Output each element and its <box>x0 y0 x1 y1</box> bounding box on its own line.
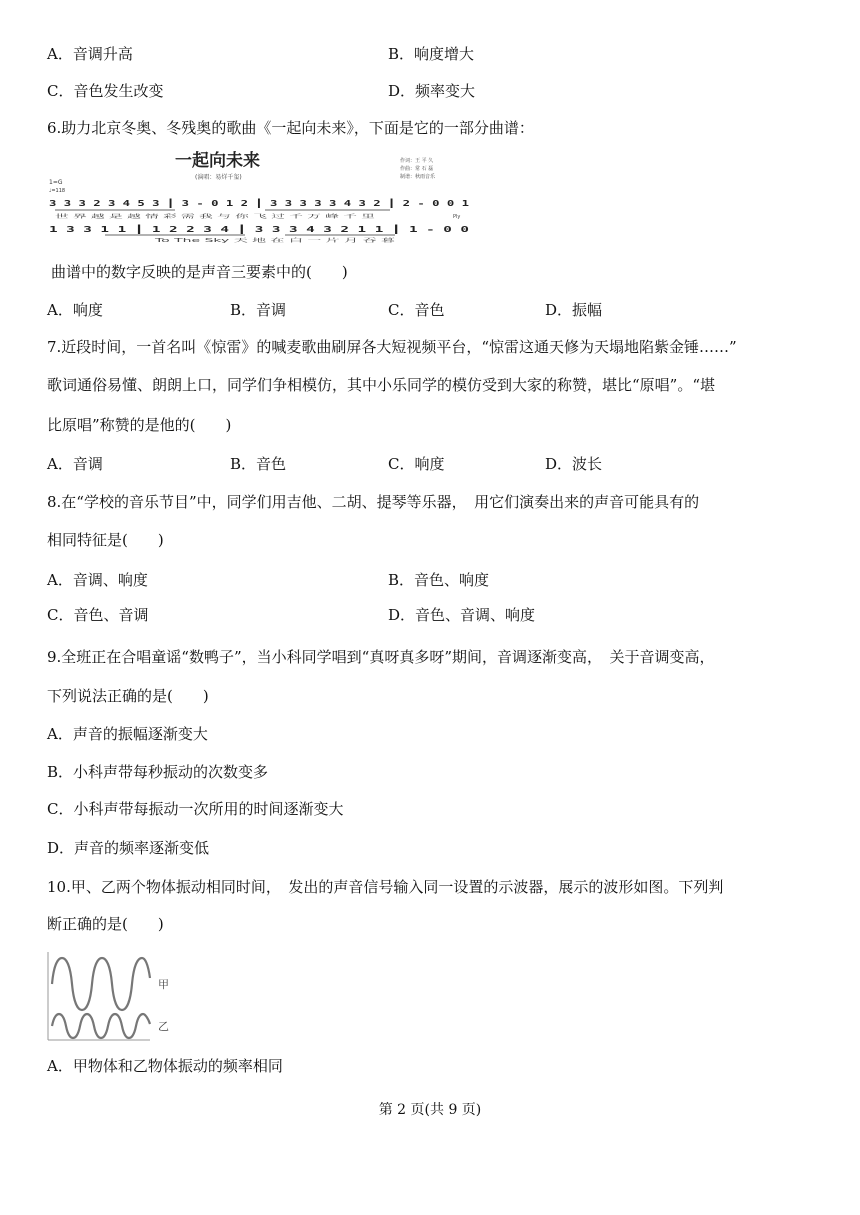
score-title: 一起向未来 <box>175 151 260 171</box>
score-row2-lyrics: To The Sky 天 地 在 白 一 片 月 吞 暮 <box>155 238 241 244</box>
score-row1-notes: 3 3 3 2 3 4 5 3 ┃ 3 - 0 1 2 ┃ 3 3 3 3 3 4 3 2 ┃ 2 - 0 0 1 <box>49 199 324 208</box>
score-tail-mark: Ply <box>453 214 461 220</box>
q7-option-d: D．波长 <box>545 455 603 473</box>
score-subtitle: (演唱：易烊千玺) <box>195 174 242 181</box>
q10-line-2: 断正确的是( ) <box>47 915 164 933</box>
q7-option-a: A．音调 <box>47 455 103 473</box>
q5-option-c: C．音色发生改变 <box>47 82 164 100</box>
waveform-jia <box>52 958 150 1010</box>
q9-option-c: C．小科声带每振动一次所用的时间逐渐变大 <box>47 800 344 818</box>
q7-option-b: B．音色 <box>230 455 287 473</box>
q6-question: 曲谱中的数字反映的是声音三要素中的( ) <box>51 263 348 281</box>
q8-option-c: C．音色、音调 <box>47 606 149 624</box>
q7-line-1: 7.近段时间，一首名叫《惊雷》的喊麦歌曲刷屏各大短视频平台，“惊雷这通天修为天塌地陷紫金锤……” <box>47 338 737 356</box>
q5-option-a: A．音调升高 <box>47 45 133 63</box>
score-credit-1: 作词：王 平 久 <box>400 158 434 164</box>
q7-line-2: 歌词通俗易懂、朗朗上口，同学们争相模仿，其中小乐同学的模仿受到大家的称赞，堪比“原唱”。“堪 <box>47 376 716 394</box>
q6-option-b: B．音调 <box>230 301 287 319</box>
score-row2-notes: 1 3 3 1 1 ┃ 1 2 2 3 4 ┃ 3 3 3 4 3 2 1 1 ┃ 1 - 0 0 <box>49 225 286 234</box>
label-yi: 乙 <box>158 1020 169 1033</box>
q5-option-d: D．频率变大 <box>388 82 476 100</box>
q5-option-b: B．响度增大 <box>388 45 475 63</box>
q6-option-d: D．振幅 <box>545 301 603 319</box>
q9-line-2: 下列说法正确的是( ) <box>47 687 209 705</box>
q6-stem: 6.助力北京冬奥、冬残奥的歌曲《一起向未来》，下面是它的一部分曲谱： <box>47 119 534 137</box>
q6-option-c: C．音色 <box>388 301 445 319</box>
q10-line-1: 10.甲、乙两个物体振动相同时间， 发出的声音信号输入同一设置的示波器，展示的波形如图。下列判 <box>47 878 724 896</box>
q9-option-d: D．声音的频率逐渐变低 <box>47 839 210 857</box>
q7-option-c: C．响度 <box>388 455 445 473</box>
q8-option-d: D．音色、音调、响度 <box>388 606 536 624</box>
q6-option-a: A．响度 <box>47 301 103 319</box>
q8-option-a: A．音调、响度 <box>47 571 148 589</box>
q8-option-b: B．音色、响度 <box>388 571 490 589</box>
q10-option-a: A．甲物体和乙物体振动的频率相同 <box>47 1057 283 1075</box>
q8-line-1: 8.在“学校的音乐节目”中，同学们用吉他、二胡、提琴等乐器， 用它们演奏出来的声音可能具有的 <box>47 493 700 511</box>
q9-line-1: 9.全班正在合唱童谣“数鸭子”，当小科同学唱到“真呀真多呀”期间，音调逐渐变高， 关于音调变高， <box>47 648 715 666</box>
oscilloscope-waveform-image <box>46 950 174 1042</box>
page-number-footer: 第 2 页(共 9 页) <box>378 1102 482 1118</box>
music-score-image <box>45 148 477 244</box>
score-row1-lyrics: 世 界 越 是 越 情 彩 需 我 与 你 飞 过 千 万 峰 千 里 <box>55 214 173 220</box>
q7-line-3: 比原唱”称赞的是他的( ) <box>47 416 232 434</box>
q8-line-2: 相同特征是( ) <box>47 531 164 549</box>
score-credit-2: 作曲：常 石 磊 <box>400 166 434 172</box>
q9-option-b: B．小科声带每秒振动的次数变多 <box>47 763 269 781</box>
score-credit-3: 制谱：秋雨音乐 <box>400 174 436 180</box>
score-tempo: ♩=118 <box>49 188 66 194</box>
score-key: 1=G <box>49 179 63 186</box>
q9-option-a: A．声音的振幅逐渐变大 <box>47 725 208 743</box>
waveform-yi <box>52 1014 150 1038</box>
label-jia: 甲 <box>158 978 169 991</box>
